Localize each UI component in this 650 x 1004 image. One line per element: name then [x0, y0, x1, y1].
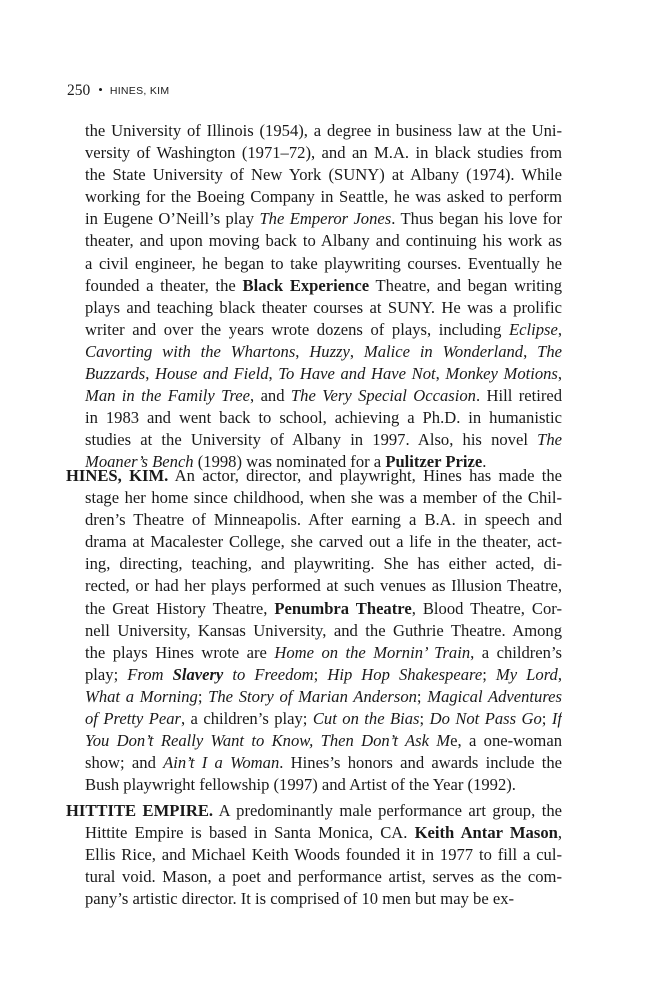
text-run: Pulitzer Prize: [385, 452, 483, 472]
text-run: studies at the University of Albany in 1997. Also, his novel: [85, 430, 538, 450]
text-run: ;: [313, 664, 328, 684]
text-run: Buzzards: [85, 364, 146, 384]
text-line: [66, 319, 562, 341]
text-run: Ellis Rice, and Michael Keith Woods founded it in 1977 to fill a cul-: [85, 845, 562, 865]
text-line: [66, 774, 562, 796]
text-run: . Hill retired: [475, 386, 562, 406]
entry-hill-continued: [66, 120, 562, 474]
text-line: [66, 844, 562, 866]
text-run: ing, directing, teaching, and playwriting. She has either acted, di-: [85, 554, 562, 574]
text-run: . Thus began his love for: [391, 209, 562, 229]
text-run: The: [537, 430, 562, 450]
text-run: ,: [557, 364, 562, 384]
text-run: , a children’s: [470, 642, 562, 662]
text-run: Cavorting with the Whartons: [85, 341, 296, 361]
text-run: Malice in Wonderland: [363, 341, 524, 361]
text-line: [66, 686, 562, 708]
text-line: [66, 598, 562, 620]
text-run: working for the Boeing Company in Seattle, he was asked to perform: [85, 187, 562, 207]
text-run: Man in the Family Tree: [85, 386, 251, 406]
text-run: drama at Macalester College, she carved out a life in the theater, act-: [85, 532, 562, 552]
text-run: in Eugene O’Neill’s play: [85, 209, 260, 229]
text-line: [66, 664, 562, 686]
text-run: ,: [557, 319, 562, 339]
text-line: [66, 642, 562, 664]
text-run: play;: [85, 664, 128, 684]
text-line: [66, 465, 562, 487]
text-run: Cut on the Bias: [312, 709, 420, 729]
text-line: [66, 253, 562, 275]
text-run: the Great History Theatre,: [85, 598, 275, 618]
text-run: writer and over the years wrote dozens of plays, including: [85, 319, 509, 339]
text-run: ;: [482, 664, 496, 684]
text-run: My Lord,: [495, 664, 562, 684]
text-line: [66, 620, 562, 642]
text-line: [66, 297, 562, 319]
text-run: nell University, Kansas University, and the Guthrie Theatre. Among: [85, 620, 562, 640]
text-line: [66, 363, 562, 385]
text-line: [66, 866, 562, 888]
text-run: An actor, director, and playwright, Hines has made the: [168, 466, 562, 485]
text-run: ;: [197, 686, 209, 706]
text-run: ,: [268, 364, 279, 384]
text-line: [66, 822, 562, 844]
text-line: [66, 407, 562, 429]
text-run: the University of Illinois (1954), a degree in business law at the Uni-: [85, 121, 562, 140]
text-run: Keith Antar Mason: [414, 823, 558, 843]
text-line: [66, 752, 562, 774]
text-line: [66, 186, 562, 208]
running-head-section: HINES, KIM: [109, 85, 170, 97]
text-run: pany’s artistic director. It is comprised of 10 men but may be ex-: [85, 889, 515, 909]
text-run: stage her home since childhood, when she was a member of the Chil-: [85, 488, 562, 508]
text-run: Hip Hop Shakespeare: [327, 664, 483, 684]
text-run: Penumbra Theatre: [274, 598, 412, 618]
text-line: [66, 800, 562, 822]
text-run: ,: [523, 341, 538, 361]
text-run: Eclipse: [509, 319, 558, 339]
text-run: From: [127, 664, 173, 684]
entry-hines-kim: [66, 465, 562, 796]
text-line: [66, 487, 562, 509]
text-run: Monkey Motions: [445, 364, 558, 384]
text-run: Huzzy: [309, 341, 350, 361]
text-run: If: [551, 709, 562, 729]
text-run: To Have and Have Not: [278, 364, 436, 384]
text-line: [66, 888, 562, 910]
text-run: ,: [295, 341, 310, 361]
text-run: , and: [250, 386, 291, 406]
text-run: Bush playwright fellowship (1997) and Artist of the Year (1992).: [85, 775, 516, 795]
text-run: tural void. Mason, a poet and performance artist, serves as the com-: [85, 867, 562, 887]
text-run: theater, and upon moving back to Albany and continuing his work as: [85, 231, 562, 251]
text-run: founded a theater, the: [85, 275, 243, 295]
text-run: Home on the Mornin’ Train: [274, 642, 471, 662]
entry-hittite-empire: [66, 800, 562, 910]
running-head: [67, 80, 169, 101]
text-line: [66, 164, 562, 186]
text-line: [66, 385, 562, 407]
text-run: rected, or had her plays performed at such venues as Illusion Theatre,: [85, 576, 562, 596]
text-run: the State University of New York (SUNY) at Albany (1974). While: [85, 165, 562, 185]
text-run: Slavery: [172, 664, 224, 684]
text-run: versity of Washington (1971–72), and an M.A. in black studies from: [85, 143, 562, 163]
text-line: [66, 341, 562, 363]
text-run: ,: [349, 341, 364, 361]
text-line: [66, 208, 562, 230]
text-run: , a children’s play;: [180, 709, 313, 729]
text-run: The Emperor Jones: [259, 209, 392, 229]
text-line: [66, 429, 562, 451]
text-run: The Story of Marian Anderson: [208, 686, 417, 706]
page-number: 250: [67, 82, 91, 99]
text-run: ;: [419, 709, 430, 729]
text-run: You Don’t Really Want to Know, Then Don’t Ask M: [85, 731, 451, 751]
text-run: show; and: [85, 753, 164, 773]
text-run: the plays Hines wrote are: [85, 642, 275, 662]
text-run: dren’s Theatre of Minneapolis. After earning a B.A. in speech and: [85, 510, 562, 530]
text-line: [66, 553, 562, 575]
text-line: [66, 275, 562, 297]
text-run: Magical Adventures: [427, 686, 562, 706]
text-run: A predominantly male performance art group, the: [213, 801, 562, 820]
text-run: The: [537, 341, 562, 361]
text-line: [66, 531, 562, 553]
text-run: .: [482, 452, 487, 472]
text-run: HITTITE EMPIRE.: [66, 801, 214, 820]
text-run: . Hines’s honors and awards include the: [279, 753, 562, 773]
bullet-separator: •: [98, 82, 103, 97]
text-run: Do Not Pass Go: [429, 709, 542, 729]
text-run: ,: [435, 364, 446, 384]
text-run: of Pretty Pear: [85, 709, 181, 729]
text-line: [66, 575, 562, 597]
text-run: e, a one-woman: [450, 731, 562, 751]
text-run: Black Experience: [242, 275, 370, 295]
text-run: to Freedom: [223, 664, 314, 684]
text-run: Hittite Empire is based in Santa Monica, CA.: [85, 823, 415, 843]
text-run: , Blood Theatre, Cor-: [411, 598, 562, 618]
text-run: What a Morning: [85, 686, 198, 706]
text-run: The Very Special Occasion: [290, 386, 476, 406]
text-line: [66, 708, 562, 730]
text-run: Ain’t I a Woman: [163, 753, 280, 773]
text-run: Moaner’s Bench: [85, 452, 194, 472]
text-run: (1998) was nominated for a: [193, 452, 386, 472]
text-run: in 1983 and went back to school, achieving a Ph.D. in humanistic: [85, 408, 562, 428]
text-run: plays and teaching black theater courses at SUNY. He was a prolific: [85, 297, 562, 317]
text-line: [66, 230, 562, 252]
text-line: [66, 730, 562, 752]
text-run: ;: [541, 709, 552, 729]
text-line: [66, 120, 562, 142]
text-run: ;: [416, 686, 428, 706]
text-run: Theatre, and began writing: [369, 275, 562, 295]
text-line: [66, 142, 562, 164]
text-line: [66, 509, 562, 531]
text-run: HINES, KIM.: [66, 466, 169, 485]
text-run: House and Field: [155, 364, 269, 384]
text-run: ,: [145, 364, 156, 384]
text-run: ,: [557, 823, 562, 843]
text-run: a civil engineer, he began to take playwriting courses. Eventually he: [85, 253, 562, 273]
